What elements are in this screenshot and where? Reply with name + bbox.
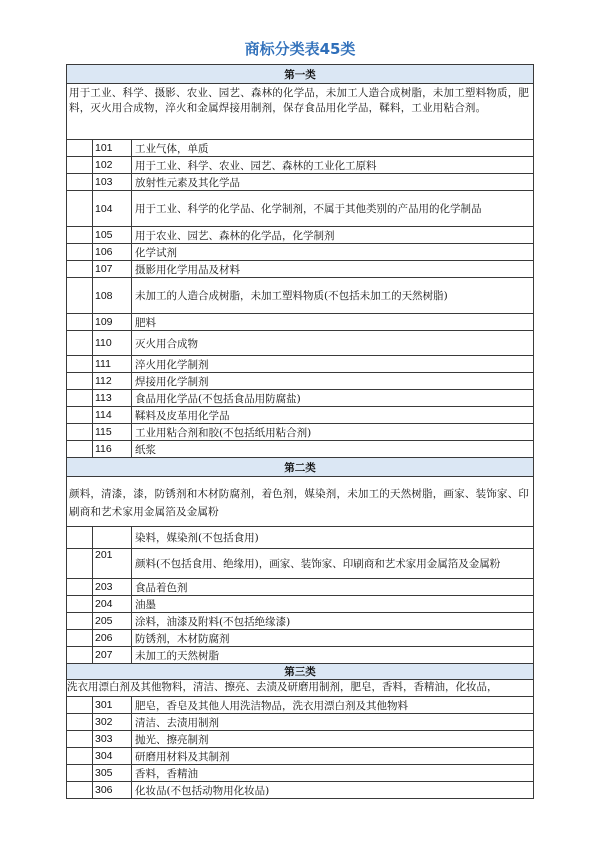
- item-name: 食品用化学品(不包括食品用防腐盐): [132, 390, 534, 407]
- table-row: [67, 157, 534, 174]
- table-row: [67, 331, 534, 356]
- table-row: [67, 748, 534, 765]
- table-row: [67, 613, 534, 630]
- item-name: 放射性元素及其化学品: [132, 174, 534, 191]
- item-name: 食品着色剂: [132, 579, 534, 596]
- item-code: 112: [93, 373, 132, 390]
- table-row: [67, 314, 534, 331]
- class-description-row: [67, 680, 534, 697]
- class-header: 第三类: [67, 664, 534, 680]
- table-row: [67, 782, 534, 799]
- item-code: 303: [93, 731, 132, 748]
- class-description: [67, 680, 534, 697]
- item-name: 涂料，油漆及附料(不包括绝缘漆): [132, 613, 534, 630]
- item-code: 108: [93, 278, 132, 314]
- class-header-row: [67, 65, 534, 84]
- class-description-text: 洗衣用漂白剂及其他物料，清洁、擦亮、去渍及研磨用制剂，肥皂，香料，香精油，化妆品，: [67, 681, 498, 693]
- item-name: 淬火用化学制剂: [132, 356, 534, 373]
- item-code: 114: [93, 407, 132, 424]
- table-row: [67, 191, 534, 227]
- item-name: 香料，香精油: [132, 765, 534, 782]
- class-description-row: [67, 84, 534, 140]
- item-name: 化妆品(不包括动物用化妆品): [132, 782, 534, 799]
- item-code: 110: [93, 331, 132, 356]
- item-name: 摄影用化学用品及材料: [132, 261, 534, 278]
- item-name: 抛光、擦亮制剂: [132, 731, 534, 748]
- class-description: 用于工业、科学、摄影、农业、园艺、森林的化学品，未加工人造合成树脂，未加工塑料物质，肥料，灭火用合成物，淬火和金属焊接用制剂，保存食品用化学品，鞣料，工业用粘合剂。: [67, 84, 534, 140]
- classification-table: [66, 64, 534, 799]
- item-code: 107: [93, 261, 132, 278]
- item-name: 用于工业、科学、农业、园艺、森林的工业化工原料: [132, 157, 534, 174]
- item-code: 204: [93, 596, 132, 613]
- table-row: [67, 549, 534, 579]
- table-row: [67, 390, 534, 407]
- table-row: [67, 174, 534, 191]
- table-row: [67, 714, 534, 731]
- table-row: [67, 697, 534, 714]
- item-code: 101: [93, 140, 132, 157]
- table-row: [67, 596, 534, 613]
- item-code: 203: [93, 579, 132, 596]
- item-code: 304: [93, 748, 132, 765]
- table-row: [67, 765, 534, 782]
- item-name: 染料，媒染剂(不包括食用): [132, 527, 534, 549]
- item-name: 油墨: [132, 596, 534, 613]
- item-code: 105: [93, 227, 132, 244]
- item-name: 防锈剂，木材防腐剂: [132, 630, 534, 647]
- table-row: [67, 261, 534, 278]
- item-name: 工业气体，单质: [132, 140, 534, 157]
- class-header: 第一类: [67, 65, 534, 84]
- table-row: [67, 407, 534, 424]
- item-name: 清洁、去渍用制剂: [132, 714, 534, 731]
- item-code: 106: [93, 244, 132, 261]
- table-row: [67, 244, 534, 261]
- table-row: [67, 579, 534, 596]
- item-code: 301: [93, 697, 132, 714]
- table-row: [67, 373, 534, 390]
- item-code: 109: [93, 314, 132, 331]
- item-code: 201: [93, 549, 132, 579]
- item-name: 肥料: [132, 314, 534, 331]
- table-row: [67, 424, 534, 441]
- item-code: 103: [93, 174, 132, 191]
- item-code: 115: [93, 424, 132, 441]
- item-code: 305: [93, 765, 132, 782]
- table-row: [67, 630, 534, 647]
- table-row: [67, 278, 534, 314]
- table-row: [67, 356, 534, 373]
- class-header-row: [67, 458, 534, 477]
- item-code: 102: [93, 157, 132, 174]
- item-name: 鞣料及皮革用化学品: [132, 407, 534, 424]
- item-code: 111: [93, 356, 132, 373]
- page-title: 商标分类表45类: [244, 40, 356, 58]
- item-name: 颜料(不包括食用、绝缘用)，画家、装饰家、印刷商和艺术家用金属箔及金属粉: [132, 549, 534, 579]
- table-row: [67, 527, 534, 549]
- item-name: 焊接用化学制剂: [132, 373, 534, 390]
- item-code: [93, 527, 132, 549]
- item-name: 未加工的人造合成树脂，未加工塑料物质(不包括未加工的天然树脂): [132, 278, 534, 314]
- item-code: 306: [93, 782, 132, 799]
- table-row: [67, 227, 534, 244]
- item-code: 205: [93, 613, 132, 630]
- table-row: [67, 647, 534, 664]
- item-code: 206: [93, 630, 132, 647]
- item-name: 用于农业、园艺、森林的化学品，化学制剂: [132, 227, 534, 244]
- class-header-row: [67, 664, 534, 680]
- table-row: [67, 441, 534, 458]
- class-description: 颜料，清漆，漆，防锈剂和木材防腐剂，着色剂，媒染剂，未加工的天然树脂，画家、装饰家、印刷商和艺术家用金属箔及金属粉: [67, 477, 534, 527]
- item-name: 未加工的天然树脂: [132, 647, 534, 664]
- item-name: 用于工业、科学的化学品、化学制剂，不属于其他类别的产品用的化学制品: [132, 191, 534, 227]
- table-row: [67, 140, 534, 157]
- item-code: 113: [93, 390, 132, 407]
- item-name: 肥皂，香皂及其他人用洗洁物品，洗衣用漂白剂及其他物料: [132, 697, 534, 714]
- item-code: 116: [93, 441, 132, 458]
- item-name: 纸浆: [132, 441, 534, 458]
- item-code: 104: [93, 191, 132, 227]
- item-code: 207: [93, 647, 132, 664]
- item-name: 化学试剂: [132, 244, 534, 261]
- item-name: 工业用粘合剂和胶(不包括纸用粘合剂): [132, 424, 534, 441]
- class-description-row: [67, 477, 534, 527]
- table-row: [67, 731, 534, 748]
- item-name: 灭火用合成物: [132, 331, 534, 356]
- item-code: 302: [93, 714, 132, 731]
- class-header: 第二类: [67, 458, 534, 477]
- item-name: 研磨用材料及其制剂: [132, 748, 534, 765]
